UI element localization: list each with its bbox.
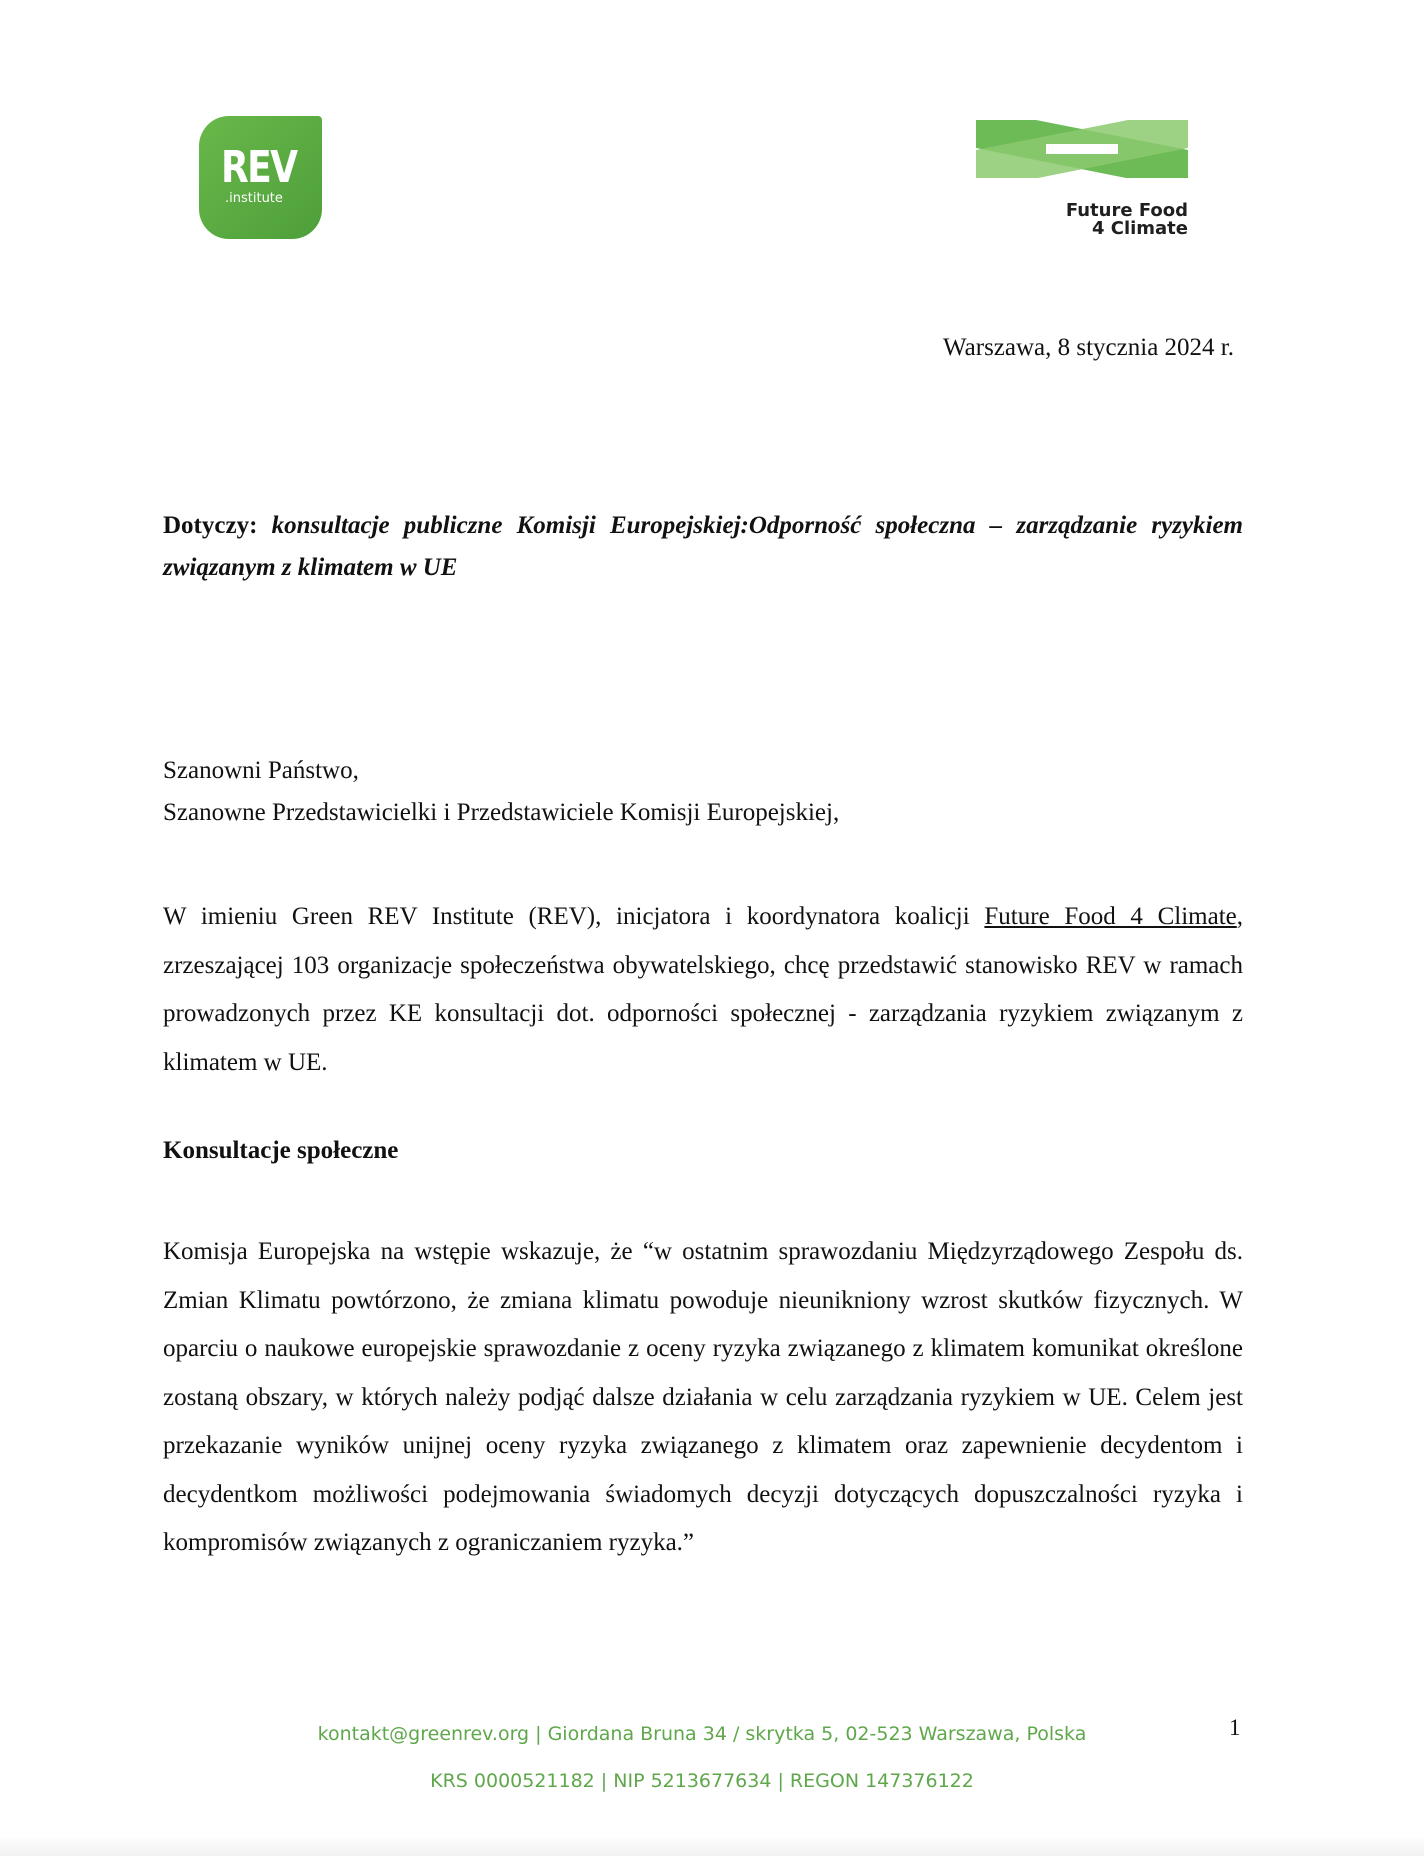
intro-paragraph	[163, 893, 1243, 1087]
footer-registry-line: KRS 0000521182 | NIP 5213677634 | REGON 147376122	[430, 1770, 974, 1792]
future-food-ribbon-icon	[976, 114, 1188, 204]
rev-institute-logo	[199, 116, 322, 239]
page-number: 1	[1229, 1715, 1241, 1740]
letter-date: Warszawa, 8 stycznia 2024 r.	[943, 334, 1234, 361]
greeting-line-1: Szanowni Państwo,	[163, 757, 359, 784]
greeting-line-2: Szanowne Przedstawicielki i Przedstawiciele Komisji Europejskiej,	[163, 799, 840, 826]
footer-contact-line: kontakt@greenrev.org | Giordana Bruna 34 / skrytka 5, 02-523 Warszawa, Polska	[317, 1723, 1087, 1745]
future-food-logo-line1: Future Food	[1065, 200, 1188, 221]
consultation-paragraph: Komisja Europejska na wstępie wskazuje, że “w ostatnim sprawozdaniu Międzyrządowego Zespołu ds. Zmian Klimatu powtórzono, że zmiana klimatu powoduje nieunikniony wzrost skutków fizycznych. W oparciu o naukowe europejskie sprawozdanie z oceny ryzyka związanego z klimatem komunikat określone zostaną obszary, w których należy podjąć dalsze działania w celu zarządzania ryzykiem w UE. Celem jest przekazanie wyników unijnej oceny ryzyka związanego z klimatem oraz zapewnienie decydentom i decydentkom możliwości podejmowania świadomych decyzji dotyczących dopuszczalności ryzyka i kompromisów związanych z ograniczaniem ryzyka.”	[163, 1238, 1243, 1556]
subject-text: konsultacje publiczne Komisji Europejskiej:Odporność społeczna – zarządzanie ryzykiem związanym z klimatem w UE	[163, 512, 1244, 581]
section-heading: Konsultacje społeczne	[163, 1137, 399, 1164]
future-food-4-climate-link[interactable]: Future Food 4 Climate	[984, 903, 1237, 930]
letter-subject	[163, 505, 1243, 589]
intro-text-before-link: W imieniu Green REV Institute (REV), inicjatora i koordynatora koalicji	[163, 903, 985, 930]
rev-logo-text: REV	[221, 142, 297, 193]
page-bottom-edge	[0, 1836, 1424, 1856]
future-food-4-climate-logo	[976, 114, 1188, 244]
subject-label: Dotyczy:	[163, 512, 258, 539]
rev-logo-subtext: .institute	[225, 191, 283, 206]
future-food-logo-text	[1066, 202, 1188, 238]
intro-text-after-link: , zrzeszającej 103 organizacje społeczeństwa obywatelskiego, chcę przedstawić stanowisko REV w ramach prowadzonych przez KE konsultacji dot. odporności społecznej - zarządzania ryzykiem związanym z klimatem w UE.	[163, 903, 1244, 1076]
future-food-logo-line2: 4 Climate	[1091, 218, 1188, 239]
greeting	[163, 750, 839, 834]
